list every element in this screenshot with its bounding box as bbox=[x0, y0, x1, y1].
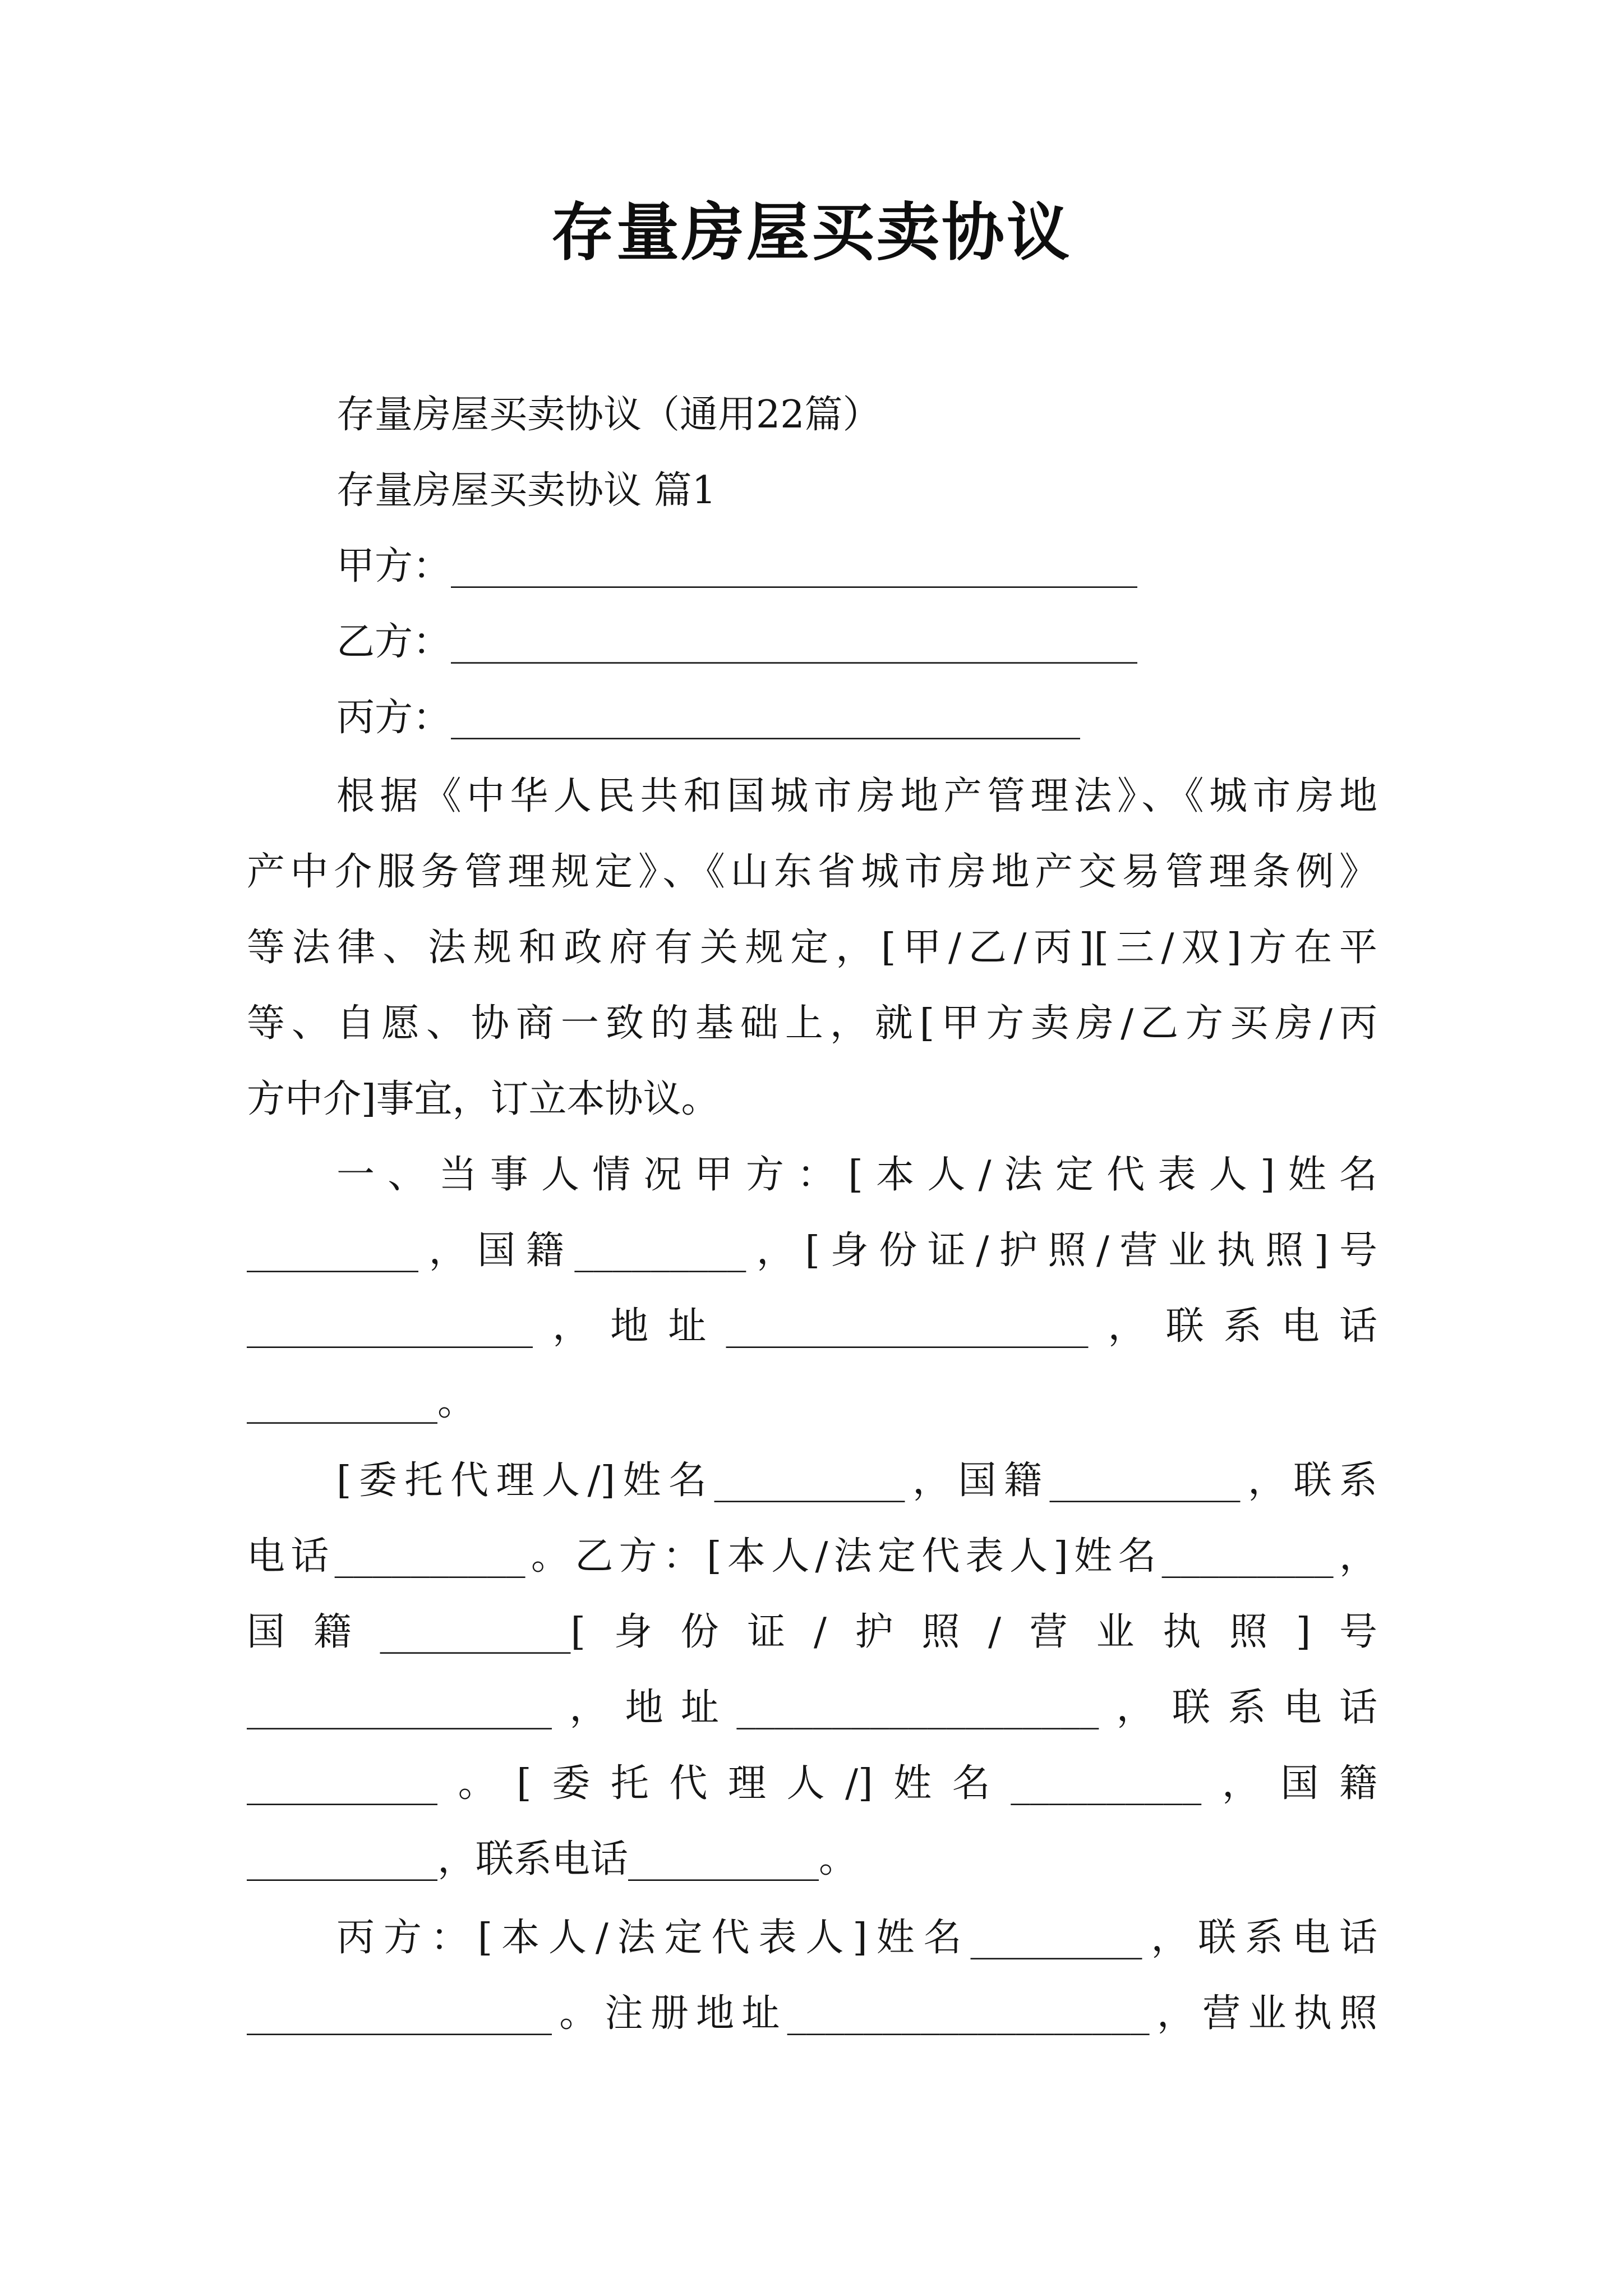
paragraph-line: _________，国籍_________，[身份证/护照/营业执照]号 bbox=[247, 1228, 1377, 1273]
paragraph-line: ________________，地址___________________，联系电话 bbox=[247, 1686, 1377, 1730]
party-c-line: 丙方：_________________________________ bbox=[336, 696, 1081, 740]
paragraph-line: __________。 bbox=[247, 1380, 476, 1424]
document-title: 存量房屋买卖协议 bbox=[551, 196, 1072, 269]
paragraph-line: ________________。注册地址___________________，营业执照 bbox=[247, 1991, 1377, 2036]
paragraph-line: _______________，地址___________________，联系电话 bbox=[247, 1304, 1377, 1349]
paragraph-line: [委托代理人/]姓名__________，国籍__________，联系 bbox=[336, 1458, 1377, 1503]
paragraph-line: 等、自愿、协商一致的基础上，就[甲方卖房/乙方买房/丙 bbox=[247, 1001, 1377, 1046]
section-heading: 存量房屋买卖协议 篇1 bbox=[336, 468, 716, 513]
party-b-line: 乙方：____________________________________ bbox=[336, 620, 1138, 664]
paragraph-line: 方中介]事宜，订立本协议。 bbox=[247, 1077, 720, 1121]
paragraph-line: 一、当事人情况甲方：[本人/法定代表人]姓名 bbox=[336, 1153, 1377, 1197]
paragraph-line: 丙方：[本人/法定代表人]姓名_________，联系电话 bbox=[336, 1916, 1377, 1960]
paragraph-line: __________，联系电话__________。 bbox=[247, 1837, 857, 1881]
paragraph-line: 根据《中华人民共和国城市房地产管理法》、《城市房地 bbox=[336, 774, 1377, 818]
paragraph-line: __________。[委托代理人/]姓名__________，国籍 bbox=[247, 1761, 1377, 1806]
paragraph-line: 国籍__________[身份证/护照/营业执照]号 bbox=[247, 1610, 1377, 1654]
paragraph-line: 产中介服务管理规定》、《山东省城市房地产交易管理条例》 bbox=[247, 850, 1377, 894]
subtitle-line: 存量房屋买卖协议（通用22篇） bbox=[336, 393, 881, 437]
party-a-line: 甲方：____________________________________ bbox=[336, 544, 1138, 588]
paragraph-line: 电话__________。乙方：[本人/法定代表人]姓名_________， bbox=[247, 1534, 1377, 1579]
paragraph-line: 等法律、法规和政府有关规定，[甲/乙/丙][三/双]方在平 bbox=[247, 926, 1377, 970]
